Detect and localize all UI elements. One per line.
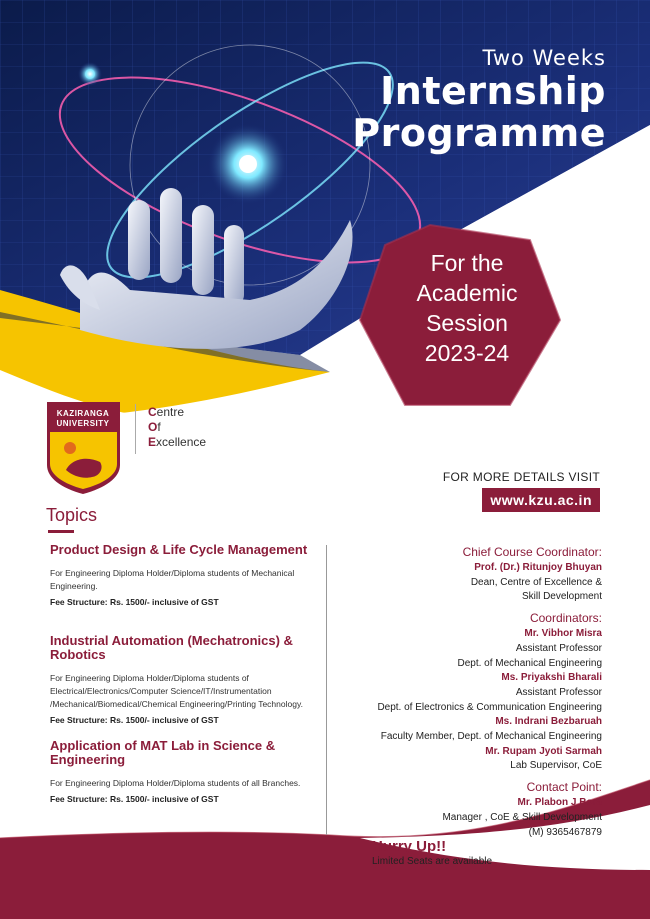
topic-item <box>50 739 318 804</box>
coordinator-name: Ms. Indrani Bezbaruah <box>495 716 602 728</box>
topic-title: Product Design & Life Cycle Management <box>50 542 308 557</box>
headline-line2: Internship <box>380 69 606 113</box>
session-line2: Academic <box>416 280 518 306</box>
logo-line2: UNIVERSITY <box>56 419 110 428</box>
hurry-block <box>372 838 492 867</box>
contact-point-name: Mr. Plabon J Bora <box>517 797 602 809</box>
website-link[interactable]: www.kzu.ac.in <box>482 488 600 512</box>
session-line1: For the <box>430 250 504 276</box>
visit-block <box>443 470 600 512</box>
coordinator-role: Dept. of Mechanical Engineering <box>457 657 602 669</box>
coordinator-role: Lab Supervisor, CoE <box>510 760 602 772</box>
coordinators-heading: Coordinators: <box>529 611 602 626</box>
topic-fee: Fee Structure: Rs. 1500/- inclusive of GST <box>50 597 219 607</box>
coordinator-name: Mr. Vibhor Misra <box>524 628 602 640</box>
topic-title: Application of MAT Lab in Science & Engineering <box>50 738 276 767</box>
topic-item <box>50 634 318 725</box>
headline-line3: Programme <box>352 111 606 155</box>
coordinator-name: Ms. Priyakshi Bharali <box>501 672 602 684</box>
topic-description: For Engineering Diploma Holder/Diploma students of all Branches. <box>50 778 301 788</box>
topic-item <box>50 543 318 607</box>
centre-of-excellence: Centre Of Excellence <box>148 405 207 449</box>
topic-fee: Fee Structure: Rs. 1500/- inclusive of GST <box>50 794 219 804</box>
hurry-subtitle: Limited Seats are available <box>372 856 493 867</box>
logo-divider <box>135 404 136 454</box>
session-text <box>372 248 562 368</box>
session-line3: Session <box>426 310 508 336</box>
chief-coordinator-role: Dean, Centre of Excellence & <box>470 576 602 588</box>
coordinator-role: Assistant Professor <box>515 686 602 698</box>
coordinator-role: Assistant Professor <box>515 642 602 654</box>
contact-point-phone: (M) 9365467879 <box>528 826 602 838</box>
session-line4: 2023-24 <box>424 340 510 366</box>
coordinator-role: Faculty Member, Dept. of Mechanical Engineering <box>380 731 602 743</box>
topics-title: Topics <box>46 505 98 525</box>
topic-description: For Engineering Diploma Holder/Diploma students of Mechanical Engineering. <box>50 568 295 591</box>
visit-label: FOR MORE DETAILS VISIT <box>442 470 600 484</box>
contacts-column <box>302 543 602 840</box>
chief-coordinator-name: Prof. (Dr.) Ritunjoy Bhuyan <box>474 562 602 573</box>
contact-point-heading: Contact Point: <box>526 780 602 795</box>
coordinator-role: Dept. of Electronics & Communication Engineering <box>377 701 602 713</box>
contact-point-role: Manager , CoE & Skill Development <box>442 811 602 823</box>
headline <box>352 46 606 154</box>
topic-title: Industrial Automation (Mechatronics) & Robotics <box>50 633 293 662</box>
coordinator-name: Mr. Rupam Jyoti Sarmah <box>485 745 602 757</box>
logo-line1: KAZIRANGA <box>56 409 110 418</box>
topic-description: For Engineering Diploma Holder/Diploma students of Electrical/Electronics/Computer Science/IT/Instrumentation /Mechanical/Biomedical/Chemical Engineering/Printing Technology. <box>50 673 303 709</box>
logo-text <box>52 409 114 429</box>
hurry-title: Hurry Up!! <box>372 838 447 855</box>
chief-coordinator-role: Skill Development <box>521 591 602 603</box>
topics-underline <box>48 530 74 533</box>
chief-coordinator-heading: Chief Course Coordinator: <box>462 545 602 559</box>
topic-fee: Fee Structure: Rs. 1500/- inclusive of GST <box>50 715 219 725</box>
headline-line1: Two Weeks <box>482 46 606 70</box>
